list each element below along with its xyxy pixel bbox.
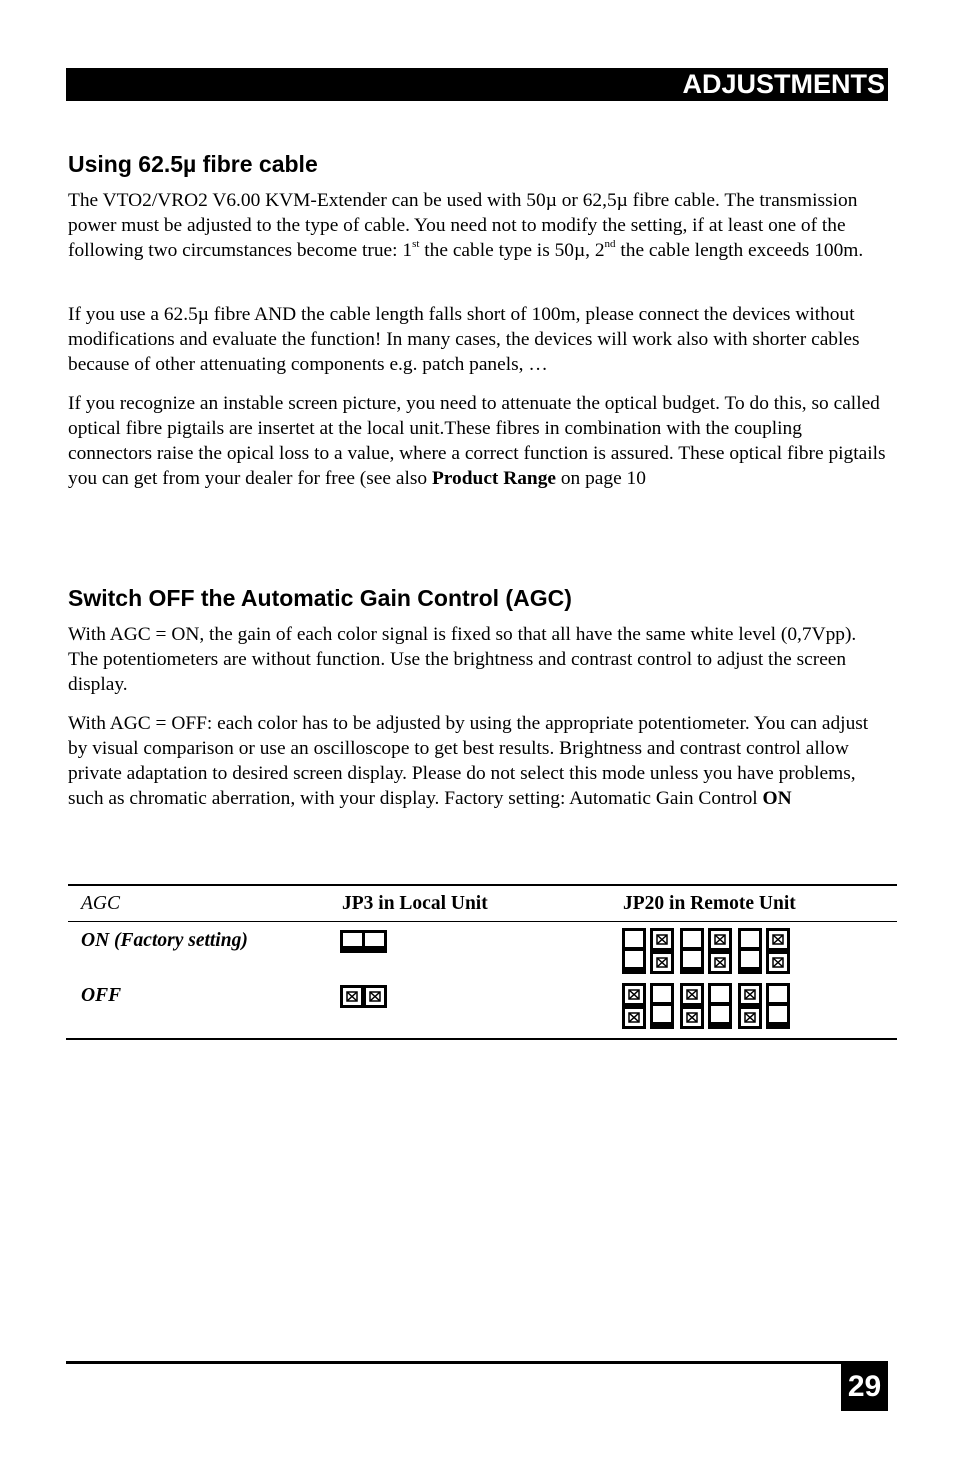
paragraph-agc-off: With AGC = OFF: each color has to be adjusted by using the appropriate potentiometer. You can adjust by visual comparison or use an oscilloscope to get best results. Brightness and contrast control allow private adaptation to desired screen display. Please do not select this mode unless you have problems, such as chromatic aberration, with your display. Factory setting: Automatic Gain Control ON xyxy=(68,713,869,809)
page-number-box xyxy=(841,1362,888,1411)
paragraph-fibre-intro: The VTO2/VRO2 V6.00 KVM-Extender can be used with 50µ or 62,5µ fibre cable. The transmission power must be adjusted to the type of cable. You need not to modify the setting, if at least one of the following two circumstances become true: 1st the cable type is 50µ, 2nd the cable length exceeds 100m. xyxy=(68,190,864,261)
table-header-rule xyxy=(68,921,897,922)
jp20-on-jumper-icon xyxy=(622,928,792,976)
header-title: ADJUSTMENTS xyxy=(682,69,885,99)
table-row-label-on: ON (Factory setting) xyxy=(81,930,248,951)
table-header-jp20: JP20 in Remote Unit xyxy=(623,893,796,914)
jp3-off-jumper-icon xyxy=(340,985,388,1009)
footer-rule xyxy=(66,1361,888,1364)
table-row-label-off: OFF xyxy=(81,985,122,1006)
header-bar xyxy=(66,68,888,101)
table-top-rule xyxy=(68,884,897,886)
table-header-jp3: JP3 in Local Unit xyxy=(342,893,488,914)
product-range-reference: Product Range xyxy=(431,468,557,489)
paragraph-fibre-pigtails: If you recognize an instable screen picture, you need to attenuate the optical budget. To do this, so called optical fibre pigtails are insertet at the local unit.These fibres in combination with the coupling connectors raise the opical loss to a value, where a correct function is assured. These optical fibre pigtails you can get from your dealer for free (see also Product Range on page 10 xyxy=(68,393,886,489)
section-title-agc: Switch OFF the Automatic Gain Control (AGC) xyxy=(68,585,572,611)
jp20-off-jumper-icon xyxy=(622,983,792,1031)
page-number: 29 xyxy=(847,1370,882,1403)
jp3-on-jumper-icon xyxy=(340,930,388,954)
section-title-fibre-cable: Using 62.5µ fibre cable xyxy=(68,151,318,177)
paragraph-fibre-short-cable: If you use a 62.5µ fibre AND the cable length falls short of 100m, please connect the devices without modifications and evaluate the function! In many cases, the devices will work also with shorter cables because of other attenuating components e.g. patch panels, … xyxy=(68,304,860,375)
paragraph-agc-on: With AGC = ON, the gain of each color signal is fixed so that all have the same white level (0,7Vpp). The potentiometers are without function. Use the brightness and contrast control to adjust the screen display. xyxy=(68,624,857,695)
table-header-agc: AGC xyxy=(81,893,120,914)
table-bottom-rule xyxy=(66,1038,897,1040)
